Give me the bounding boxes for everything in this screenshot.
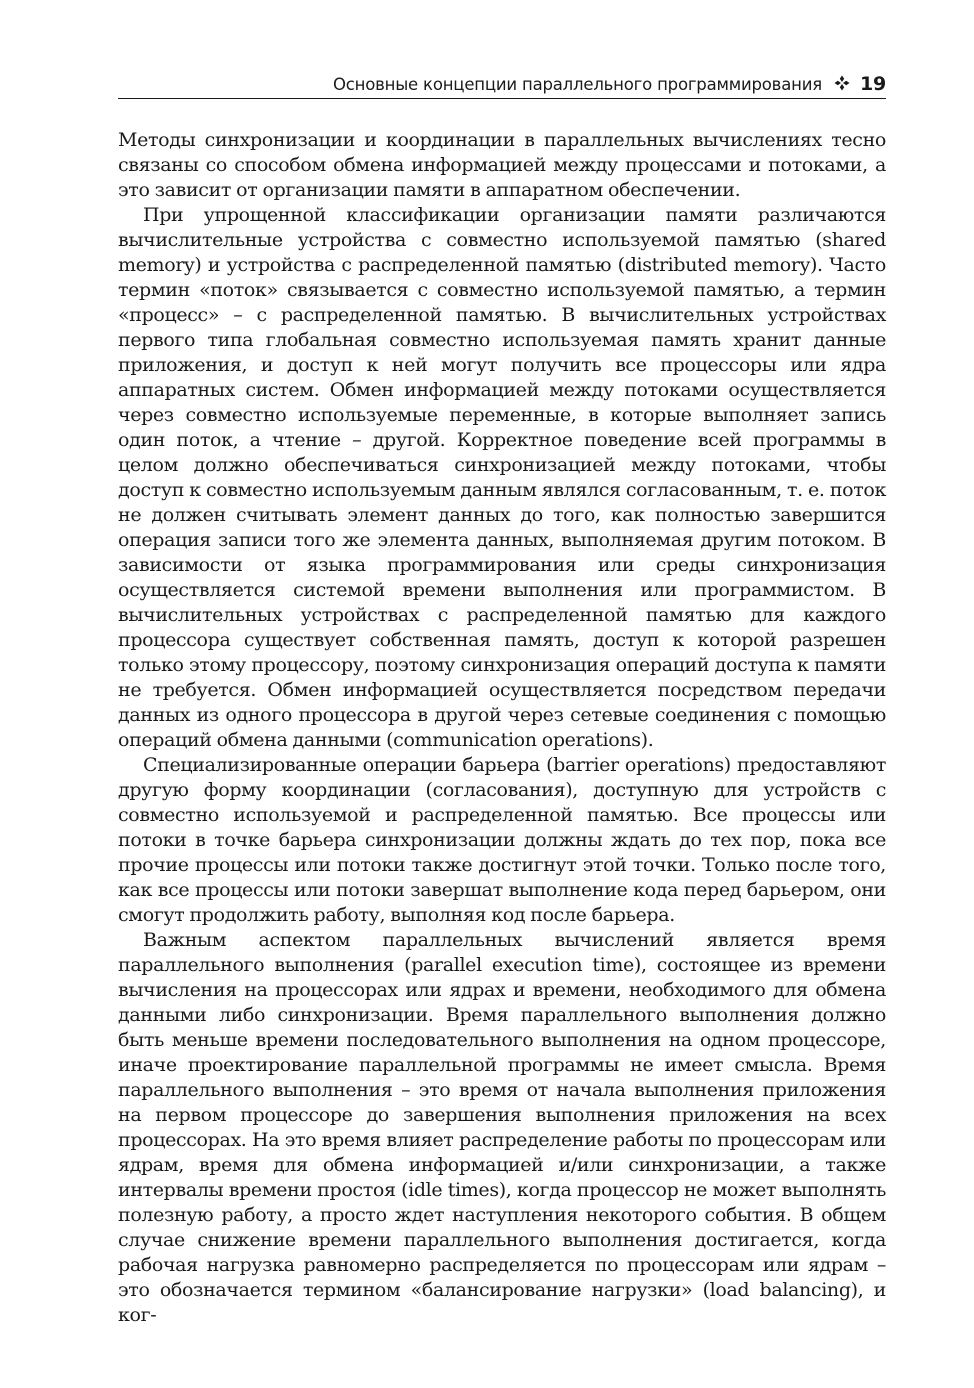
body-text	[118, 128, 886, 1328]
paragraph: Специализированные операции барьера (barrier operations) предоставляют другую форму координации (согласования), доступную для устройств с совместно используемой и распределенной памятью. Все процессы или потоки в точке барьера синхронизации должны ждать до тех пор, пока все прочие процессы или потоки также достигнут этой точки. Только после того, как все процессы или потоки завершат выполнение кода перед барьером, они смогут продолжить работу, выполняя код после барьера.	[118, 754, 886, 926]
paragraph: При упрощенной классификации организации памяти различаются вычислительные устройства с совместно используемой памятью (shared memory) и устройства с распределенной памятью (distributed memory). Часто термин «поток» связывается с совместно используемой памятью, а термин «процесс» – с распределенной памятью. В вычислительных устройствах первого типа глобальная совместно используемая память хранит данные приложения, и доступ к ней могут получить все процессоры или ядра аппаратных систем. Обмен информацией между потоками осуществляется через совместно используемые переменные, в которые выполняет запись один поток, а чтение – другой. Корректное поведение всей программы в целом должно обеспечиваться синхронизацией между потоками, чтобы доступ к совместно используемым данным являлся согласованным, т. е. поток не должен считывать элемент данных до того, как полностью завершится операция записи того же элемента данных, выполняемая другим потоком. В зависимости от языка программирования или среды синхронизация осуществляется системой времени выполнения или программистом. В вычислительных устройствах с распределенной памятью для каждого процессора существует собственная память, доступ к которой разрешен только этому процессору, поэтому синхронизация операций доступа к памяти не требуется. Обмен информацией осуществляется посредством передачи данных из одного процессора в другой через сетевые соединения с помощью операций обмена данными (communication operations).	[118, 204, 886, 751]
running-title: Основные концепции параллельного программирования	[332, 74, 822, 94]
four-diamond-ornament-icon	[834, 75, 850, 94]
header-rule	[118, 98, 886, 99]
paragraph: Важным аспектом параллельных вычислений является время параллельного выполнения (parallel execution time), состоящее из времени вычисления на процессорах или ядрах и времени, необходимого для обмена данными либо синхронизации. Время параллельного выполнения должно быть меньше времени последовательного выполнения на одном процессоре, иначе проектирование параллельной программы не имеет смысла. Время параллельного выполнения – это время от начала выполнения приложения на первом процессоре до завершения выполнения приложения на всех процессорах. На это время влияет распределение работы по процессорам или ядрам, время для обмена информацией и/или синхронизации, а также интервалы времени простоя (idle times), когда процессор не может выполнять полезную работу, а просто ждет наступления некоторого события. В общем случае снижение времени параллельного выполнения достигается, когда рабочая нагрузка равномерно распределяется по процессорам или ядрам – это обозначается термином «балансирование нагрузки» (load balancing), и ког-	[118, 929, 886, 1326]
page-number: 19	[859, 73, 886, 95]
paragraph: Методы синхронизации и координации в параллельных вычислениях тесно связаны со способом обмена информацией между процессами и потоками, а это зависит от организации памяти в аппаратном обеспечении.	[118, 129, 886, 201]
running-header	[118, 70, 886, 98]
